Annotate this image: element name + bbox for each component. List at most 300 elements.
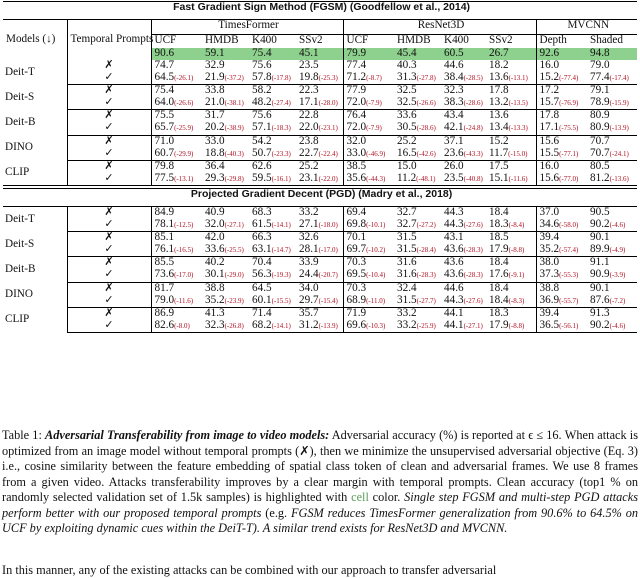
clean-cell: 59.1 [202,48,249,60]
delta-value: (-8.8) [508,246,525,255]
delta-value: (-38.9) [224,124,244,133]
clean-cell: 92.6 [536,48,587,60]
delta-value: (-10.3) [366,321,386,330]
value-cell: 33.6(-25.5) [202,244,249,257]
value-cell: 18.5 [486,232,536,245]
value-cell: 70.3 [346,281,367,294]
value-cell: 15.2 [486,135,536,148]
model-name: CLIP [3,160,67,185]
value-cell: 17.2 [539,84,560,97]
delta-value: (-8.3) [508,296,525,305]
fgsm-title-row [3,2,637,20]
prompt-mark: ✓ [67,72,151,85]
delta-value: (-43.3) [463,149,483,158]
value-cell: 33.2 [397,306,417,319]
value-cell: 90.2(-4.6) [587,219,637,232]
value-cell: 91.1 [590,256,610,269]
delta-value: (-4.6) [609,221,626,230]
value-cell: 15.6(-77.0) [536,173,587,186]
value-cell: 38.5 [346,159,367,172]
delta-value: (-55.3) [559,271,579,280]
value-cell: 54.2 [252,134,272,147]
value-cell: 81.7 [154,281,175,294]
value-cell: 31.5 [397,231,417,244]
delta-value: (-27.2) [416,221,436,230]
value-cell: 71.0 [154,134,175,147]
caption-label: Table 1: [2,428,42,442]
delta-value: (-28.6) [463,99,483,108]
caption-cell-word: cell [351,490,369,504]
model-name: Deit-T [3,207,67,232]
prompt-mark: ✓ [67,244,151,257]
value-cell: 43.1 [444,231,464,244]
value-cell: 72.0(-7.9) [343,97,394,110]
value-cell: 79.8 [154,159,175,172]
model-name: Deit-S [3,232,67,257]
col-ucf: UCF [154,34,177,46]
value-cell: 76.1(-16.5) [151,244,202,257]
no-prompt-mark: ✗ [67,135,151,148]
value-cell: 17.1(-75.5) [536,122,587,135]
value-cell: 16.0 [539,59,560,71]
value-cell: 15.1(-11.6) [486,173,536,186]
pgd-title: Projected Gradient Decent (PGD) (Madry et al., 2018) [3,189,637,207]
value-cell: 40.2 [205,256,225,269]
delta-value: (-15.0) [508,149,528,158]
delta-value: (-17.8) [271,74,291,82]
body-text-tail: In this manner, any of the existing attacks can be combined with our approach to transfer adversarial [2,563,497,577]
delta-value: (-77.1) [559,149,579,158]
delta-value: (-25.9) [416,321,436,330]
value-cell: 42.1(-24.8) [441,122,486,135]
delta-value: (-26.6) [416,99,436,108]
models-header: Models (↓) [3,20,67,61]
delta-value: (-25.5) [224,246,244,255]
delta-value: (-27.6) [463,296,483,305]
delta-value: (-15.5) [271,296,291,305]
value-cell: 79.1 [590,84,610,97]
group-timesformer: TimesFormer [151,20,343,35]
value-cell: 38.8 [539,281,560,294]
value-cell: 31.6(-28.3) [394,269,441,282]
delta-value: (-28.3) [463,246,483,255]
value-cell: 18.4(-8.3) [486,295,536,308]
delta-value: (-23.9) [224,296,244,305]
value-cell: 32.5(-26.6) [394,97,441,110]
value-cell: 39.4 [539,306,560,319]
delta-value: (-25.3) [318,74,338,82]
value-cell: 32.0(-27.1) [202,219,249,232]
group-mvcnn: MVCNN [536,20,637,35]
value-cell: 72.0(-7.9) [343,122,394,135]
value-cell: 23.1(-22.0) [296,173,343,186]
value-cell: 33.2 [296,207,343,220]
prompt-mark: ✓ [67,148,151,161]
delta-value: (-10.2) [366,246,386,255]
value-cell: 31.5(-27.7) [394,295,441,308]
delta-value: (-11.0) [366,296,386,305]
delta-value: (-4.9) [609,246,626,255]
value-cell: 90.1 [590,281,610,294]
table-row [3,160,637,173]
value-cell: 34.0 [296,282,343,295]
clean-cell: 94.8 [587,48,637,60]
value-cell: 33.6 [397,109,417,122]
value-cell: 13.2(-13.5) [486,97,536,110]
delta-value: (-9.1) [508,271,525,280]
col-k400: K400 [444,34,469,46]
value-cell: 70.4 [252,256,272,269]
model-name: Deit-S [3,85,67,110]
value-cell: 20.2(-38.9) [202,122,249,135]
value-cell: 60.7(-29.9) [151,148,202,161]
delta-value: (-8.4) [508,221,525,230]
value-cell: 17.9(-8.8) [486,244,536,257]
delta-value: (-25.9) [174,124,194,133]
value-cell: 31.5(-28.4) [394,244,441,257]
delta-value: (-28.3) [463,271,483,280]
value-cell: 69.5(-10.4) [343,269,394,282]
value-cell: 90.5 [590,206,610,219]
delta-value: (-48.1) [416,174,436,183]
value-cell: 23.5 [296,60,343,72]
value-cell: 58.2 [252,84,272,97]
value-cell: 33.0(-46.9) [343,148,394,161]
value-cell: 39.4 [539,231,560,244]
value-cell: 18.3 [486,307,536,320]
value-cell: 84.9 [154,206,175,219]
delta-value: (-14.1) [271,221,291,230]
value-cell: 19.8(-25.3) [296,72,343,85]
delta-value: (-27.1) [224,221,244,230]
group-header-row [3,20,637,35]
value-cell: 26.0 [444,159,464,172]
value-cell: 44.3(-27.6) [441,219,486,232]
value-cell: 32.7(-27.2) [394,219,441,232]
value-cell: 17.5 [486,160,536,173]
value-cell: 44.6 [444,281,464,294]
delta-value: (-29.0) [224,271,244,280]
value-cell: 64.5(-26.1) [151,72,202,85]
value-cell: 17.6(-9.1) [486,269,536,282]
value-cell: 75.5 [154,109,175,122]
no-prompt-mark: ✗ [67,307,151,320]
value-cell: 90.1 [590,231,610,244]
prompt-mark: ✓ [67,295,151,308]
model-name: DINO [3,282,67,307]
value-cell: 29.3(-29.8) [202,173,249,186]
model-name: DINO [3,135,67,160]
value-cell: 44.6 [444,59,464,71]
value-cell: 17.8 [486,85,536,98]
value-cell: 69.4 [346,206,367,219]
prompt-mark: ✓ [67,173,151,186]
delta-value: (-13.9) [609,124,629,133]
col-hmdb: HMDB [397,34,431,46]
table-row [3,135,637,148]
delta-value: (-56.1) [559,321,579,330]
delta-value: (-17.4) [609,74,629,82]
value-cell: 76.4 [346,109,367,122]
value-cell: 77.9 [346,84,367,97]
value-cell: 32.0 [346,134,367,147]
delta-value: (-26.6) [174,99,194,108]
value-cell: 13.6(-13.1) [486,72,536,85]
value-cell: 82.6(-8.0) [151,320,202,333]
delta-value: (-17.0) [318,246,338,255]
value-cell: 78.9(-15.9) [587,97,637,110]
clean-cell: 60.5 [441,48,486,60]
value-cell: 75.6 [252,109,272,122]
value-cell: 22.3 [296,85,343,98]
clean-cell: 45.4 [394,48,441,60]
no-prompt-mark: ✗ [67,160,151,173]
value-cell: 18.4 [486,257,536,270]
table-row [3,122,637,135]
delta-value: (-76.9) [559,99,579,108]
value-cell: 16.0 [539,159,560,172]
value-cell: 38.4(-28.5) [441,72,486,85]
value-cell: 35.2(-57.4) [536,244,587,257]
value-cell: 41.3 [205,306,225,319]
temporal-prompts-header: Temporal Prompts [67,20,151,61]
value-cell: 27.1(-18.0) [296,219,343,232]
model-name: Deit-B [3,257,67,282]
no-prompt-mark: ✗ [67,282,151,295]
value-cell: 35.2(-23.9) [202,295,249,308]
value-cell: 68.3 [252,206,272,219]
value-cell: 70.3 [346,256,367,269]
value-cell: 32.3 [444,84,464,97]
value-cell: 90.2(-4.6) [587,320,637,333]
col-depth: Depth [539,34,567,46]
value-cell: 15.0 [397,159,417,172]
value-cell: 18.3(-8.4) [486,219,536,232]
value-cell: 37.3(-55.3) [536,269,587,282]
value-cell: 80.9 [590,109,610,122]
delta-value: (-4.6) [609,321,626,330]
table-caption [2,428,638,537]
value-cell: 31.3(-27.8) [394,72,441,85]
delta-value: (-58.0) [559,221,579,230]
delta-value: (-20.7) [318,271,338,280]
col-hmdb: HMDB [205,34,239,46]
clean-cell: 90.6 [151,48,202,60]
caption-italic-1: Single step FGSM and multi-step PGD attacks perform better with our proposed temporal prompts [2,490,638,520]
value-cell: 28.1(-17.0) [296,244,343,257]
value-cell: 91.3 [590,306,610,319]
prompt-mark: ✓ [67,269,151,282]
value-cell: 31.2(-13.9) [296,320,343,333]
delta-value: (-11.6) [508,174,528,183]
value-cell: 17.9(-8.8) [486,320,536,333]
value-cell: 61.5(-14.1) [249,219,296,232]
delta-value: (-16.1) [271,174,291,183]
results-table [3,1,637,333]
value-cell: 60.1(-15.5) [249,295,296,308]
value-cell: 70.7(-24.1) [587,148,637,161]
table-row [3,72,637,85]
value-cell: 44.3(-27.6) [441,295,486,308]
prompt-mark: ✓ [67,219,151,232]
delta-value: (-57.4) [559,246,579,255]
delta-value: (-17.0) [174,271,194,280]
delta-value: (-8.7) [366,74,382,82]
delta-value: (-19.3) [271,271,291,280]
value-cell: 71.9 [346,306,367,319]
delta-value: (-40.8) [463,174,483,183]
delta-value: (-38.1) [224,99,244,108]
col-k400: K400 [252,34,277,46]
value-cell: 32.4 [397,281,417,294]
delta-value: (-8.0) [174,321,190,330]
caption-text-3: (e.g. [261,505,291,520]
value-cell: 36.5(-56.1) [536,320,587,333]
value-cell: 40.9 [205,206,225,219]
value-cell: 35.6(-44.3) [343,173,394,186]
value-cell: 22.7(-22.4) [296,148,343,161]
value-cell: 85.5 [154,256,175,269]
value-cell: 48.2(-27.4) [249,97,296,110]
value-cell: 37.0 [539,206,560,219]
value-cell: 36.9(-55.7) [536,295,587,308]
pgd-title-row [3,189,637,207]
value-cell: 38.3(-28.6) [441,97,486,110]
clean-cell: 26.7 [486,48,536,60]
value-cell: 81.2(-13.6) [587,173,637,186]
value-cell: 69.6(-10.3) [343,320,394,333]
delta-value: (-46.9) [366,149,386,158]
col-ssv2: SSv2 [486,35,536,49]
caption-title: Adversarial Transferability from image to video models: [45,428,330,442]
delta-value: (-27.7) [416,296,436,305]
value-cell: 17.1(-28.0) [296,97,343,110]
no-prompt-mark: ✗ [67,85,151,98]
value-cell: 30.1(-29.0) [202,269,249,282]
delta-value: (-29.9) [174,149,194,158]
value-cell: 13.6 [486,110,536,123]
delta-value: (-42.6) [416,149,436,158]
delta-value: (-13.9) [318,321,338,330]
no-prompt-mark: ✗ [67,232,151,245]
value-cell: 43.4 [444,109,464,122]
value-cell: 79.0(-11.6) [151,295,202,308]
value-cell: 21.0(-38.1) [202,97,249,110]
value-cell: 32.7 [397,206,417,219]
caption-text-1: Adversarial accuracy (%) is reported at ϵ ≤ 16. When attack is optimized from an image model without temporal prompts (✗), then we minimize the unsupervised adversarial objective (Eq. 3) i.e., cosine similarity between the feature embedding of spatial class token of clean and adversarial frames. We use 8 frames from a given video. Attacks transferability improves by a clear margin with temporal prompts. Clean accuracy (top1 % on randomly selected validation set of 1.5k samples) is highlighted with [2,428,638,504]
no-prompt-mark: ✗ [67,257,151,270]
value-cell: 33.8 [205,84,225,97]
prompt-mark: ✓ [67,97,151,110]
value-cell: 15.2(-77.4) [536,72,587,85]
value-cell: 71.2(-8.7) [343,72,394,85]
delta-value: (-10.1) [366,221,386,230]
value-cell: 32.5 [397,84,417,97]
value-cell: 16.5(-42.6) [394,148,441,161]
value-cell: 13.4(-13.3) [486,122,536,135]
value-cell: 25.2 [397,134,417,147]
delta-value: (-28.5) [463,74,483,82]
delta-value: (-14.1) [271,321,291,330]
delta-value: (-27.4) [271,99,291,108]
no-prompt-mark: ✗ [67,60,151,72]
value-cell: 40.3 [397,59,417,71]
delta-value: (-24.1) [609,149,629,158]
value-cell: 18.4 [486,207,536,220]
delta-value: (-7.9) [366,99,382,108]
delta-value: (-15.9) [609,99,629,108]
delta-value: (-27.8) [416,74,436,82]
delta-value: (-26.1) [174,74,194,82]
delta-value: (-13.5) [508,99,528,108]
value-cell: 42.0 [205,231,225,244]
value-cell: 31.7 [205,109,225,122]
value-cell: 59.5(-16.1) [249,173,296,186]
delta-value: (-8.8) [508,321,525,330]
value-cell: 87.6(-7.2) [587,295,637,308]
clean-cell: 45.1 [296,48,343,60]
value-cell: 21.9(-37.2) [202,72,249,85]
delta-value: (-7.9) [366,124,382,133]
delta-value: (-23.1) [318,124,338,133]
delta-value: (-7.2) [609,296,626,305]
delta-value: (-77.0) [559,174,579,183]
value-cell: 35.7 [296,307,343,320]
table-row [3,148,637,161]
value-cell: 57.1(-18.3) [249,122,296,135]
delta-value: (-40.3) [224,149,244,158]
delta-value: (-28.3) [416,271,436,280]
table-row [3,173,637,186]
value-cell: 18.2 [486,60,536,72]
value-cell: 80.5 [590,159,610,172]
value-cell: 37.1 [444,134,464,147]
table-row [3,244,637,257]
value-cell: 64.0(-26.6) [151,97,202,110]
delta-value: (-10.4) [366,271,386,280]
delta-value: (-29.8) [224,174,244,183]
value-cell: 25.2 [296,160,343,173]
value-cell: 44.1 [444,306,464,319]
value-cell: 56.3(-19.3) [249,269,296,282]
value-cell: 77.5(-13.1) [151,173,202,186]
delta-value: (-13.6) [609,174,629,183]
value-cell: 33.0 [205,134,225,147]
value-cell: 50.7(-23.3) [249,148,296,161]
value-cell: 89.9(-4.9) [587,244,637,257]
delta-value: (-3.9) [609,271,626,280]
value-cell: 18.4 [486,282,536,295]
value-cell: 38.0 [539,256,560,269]
caption-text-2: color. [368,490,405,504]
table-row [3,307,637,320]
delta-value: (-18.0) [318,221,338,230]
value-cell: 43.6 [444,256,464,269]
value-cell: 33.2(-25.9) [394,320,441,333]
value-cell: 24.4(-20.7) [296,269,343,282]
value-cell: 85.1 [154,231,175,244]
value-cell: 44.3 [444,206,464,219]
value-cell: 69.8(-10.1) [343,219,394,232]
value-cell: 17.8 [539,109,560,122]
table-row [3,219,637,232]
delta-value: (-22.4) [318,149,338,158]
delta-value: (-16.5) [174,246,194,255]
value-cell: 70.7 [590,134,610,147]
value-cell: 23.6(-43.3) [441,148,486,161]
value-cell: 23.8 [296,135,343,148]
delta-value: (-22.0) [318,174,338,183]
